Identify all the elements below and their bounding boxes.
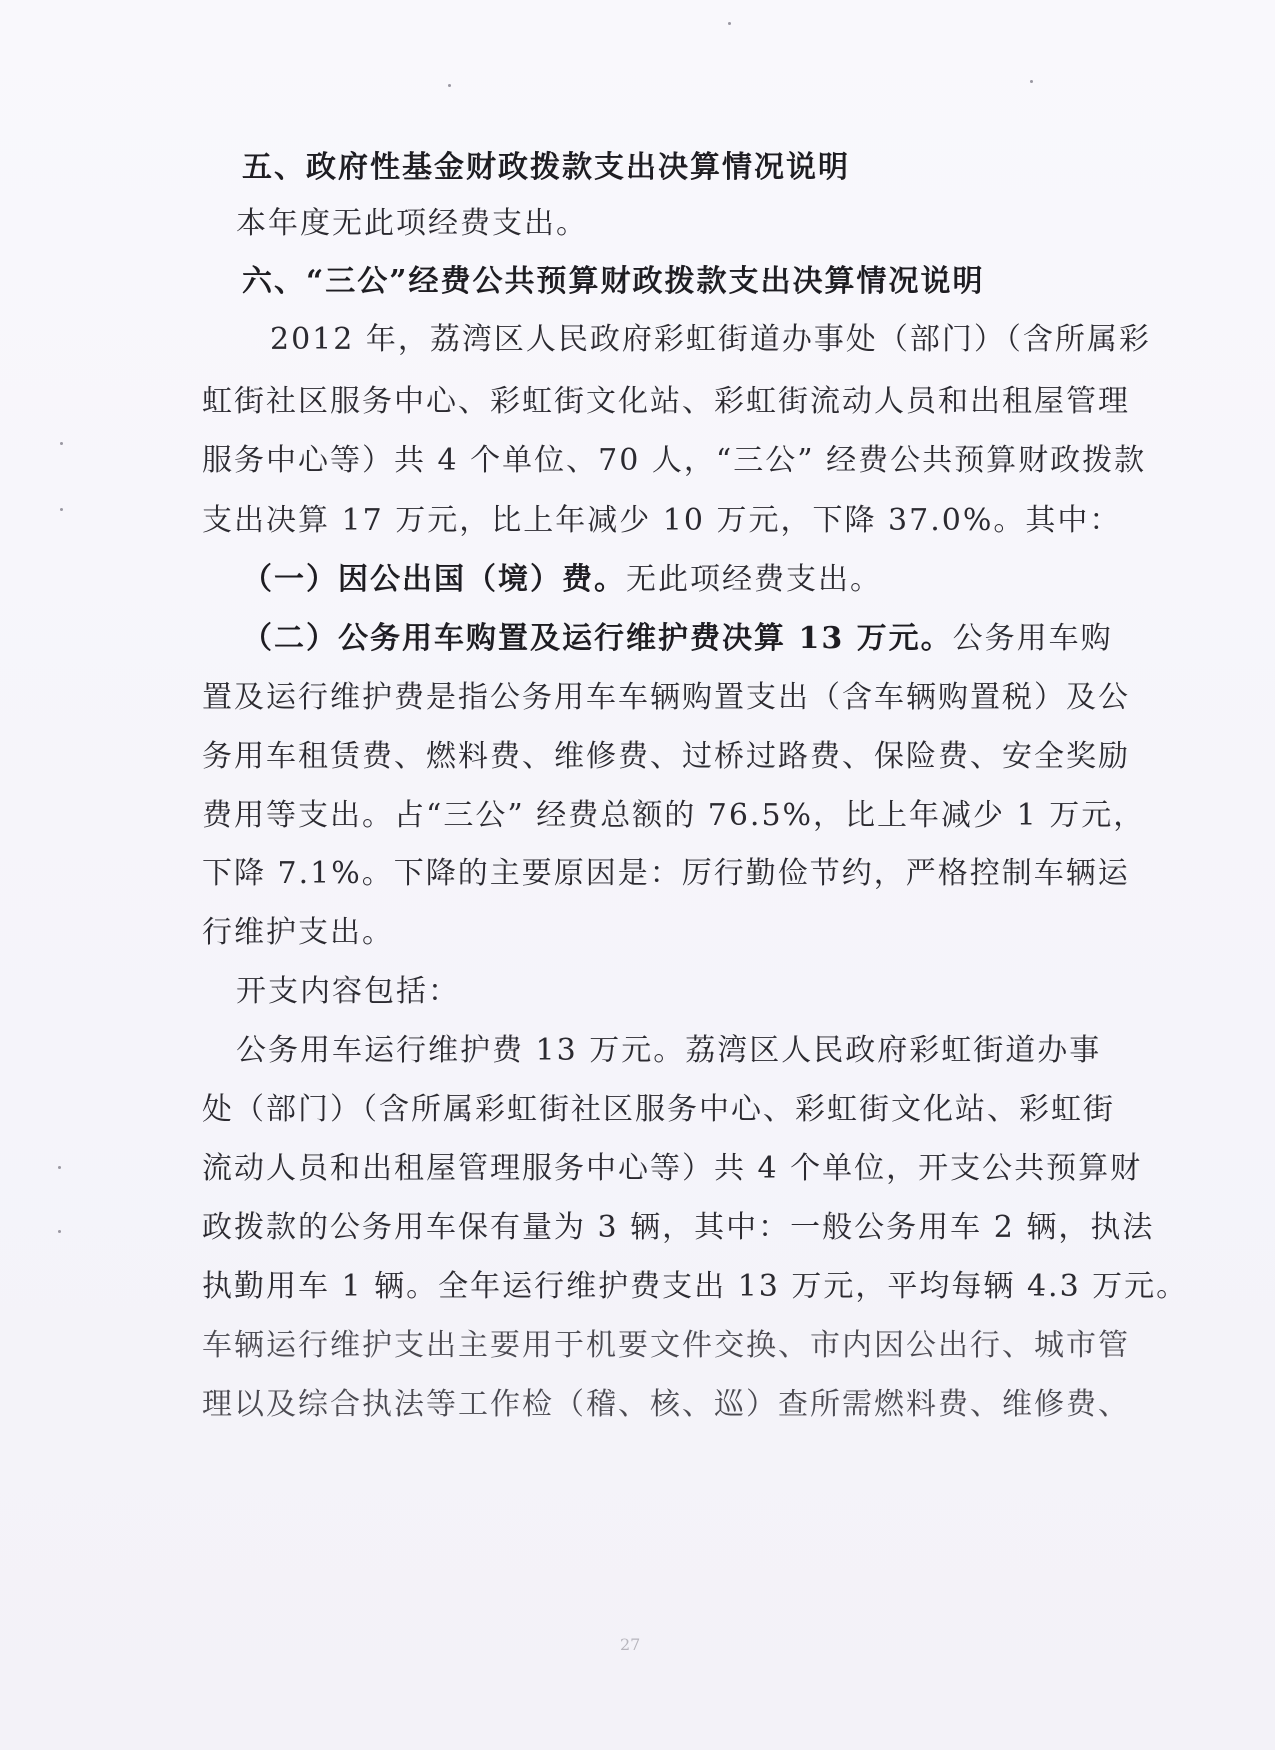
subsection-two-text: 公务用车购 — [952, 621, 1113, 656]
paragraph-line: 开支内容包括： — [236, 974, 460, 1009]
scan-speck — [58, 1230, 61, 1233]
paragraph-line: 虹街社区服务中心、彩虹街文化站、彩虹街流动人员和出租屋管理 — [202, 384, 1130, 419]
paragraph-line: 政拨款的公务用车保有量为 3 辆，其中：一般公务用车 2 辆，执法 — [202, 1210, 1155, 1245]
paragraph-line: 支出决算 17 万元，比上年减少 10 万元，下降 37.0%。其中： — [202, 503, 1122, 538]
paragraph-line: 2012 年，荔湾区人民政府彩虹街道办事处（部门）（含所属彩 — [270, 322, 1151, 357]
paragraph-line: 本年度无此项经费支出。 — [236, 206, 588, 241]
section-six-heading: 六、“三公”经费公共预算财政拨款支出决算情况说明 — [242, 264, 985, 299]
section-five-heading: 五、政府性基金财政拨款支出决算情况说明 — [242, 150, 850, 185]
paragraph-line: 理以及综合执法等工作检（稽、核、巡）查所需燃料费、维修费、 — [202, 1387, 1130, 1422]
subsection-two-heading: （二）公务用车购置及运行维护费决算 13 万元。 — [242, 621, 953, 656]
paragraph-line: 下降 7.1%。下降的主要原因是：厉行勤俭节约，严格控制车辆运 — [202, 856, 1130, 891]
paragraph-line: 服务中心等）共 4 个单位、70 人，“三公” 经费公共预算财政拨款 — [202, 443, 1147, 478]
subsection-one-text: 无此项经费支出。 — [626, 562, 882, 597]
paragraph-line: 处（部门）（含所属彩虹街社区服务中心、彩虹街文化站、彩虹街 — [202, 1092, 1115, 1127]
scan-speck — [58, 1166, 61, 1169]
paragraph-line: 置及运行维护费是指公务用车车辆购置支出（含车辆购置税）及公 — [202, 680, 1130, 715]
paragraph-line: 车辆运行维护支出主要用于机要文件交换、市内因公出行、城市管 — [202, 1328, 1130, 1363]
scan-speck — [60, 442, 63, 445]
subsection-two — [242, 619, 1113, 659]
paragraph-line: 流动人员和出租屋管理服务中心等）共 4 个单位，开支公共预算财 — [202, 1151, 1143, 1186]
subsection-one-heading: （一）因公出国（境）费。 — [242, 562, 626, 597]
paragraph-line: 费用等支出。占“三公” 经费总额的 76.5%，比上年减少 1 万元， — [202, 798, 1146, 833]
paragraph-line: 公务用车运行维护费 13 万元。荔湾区人民政府彩虹街道办事 — [236, 1033, 1102, 1068]
subsection-one — [242, 560, 1110, 600]
paragraph-line: 执勤用车 1 辆。全年运行维护费支出 13 万元，平均每辆 4.3 万元。 — [202, 1269, 1189, 1304]
paragraph-line: 行维护支出。 — [202, 915, 394, 950]
scan-speck — [60, 508, 63, 511]
paragraph-line: 务用车租赁费、燃料费、维修费、过桥过路费、保险费、安全奖励 — [202, 739, 1130, 774]
scan-speck — [1030, 80, 1033, 83]
scan-speck — [728, 22, 731, 25]
page-number: 27 — [620, 1635, 641, 1654]
scan-speck — [448, 84, 451, 87]
